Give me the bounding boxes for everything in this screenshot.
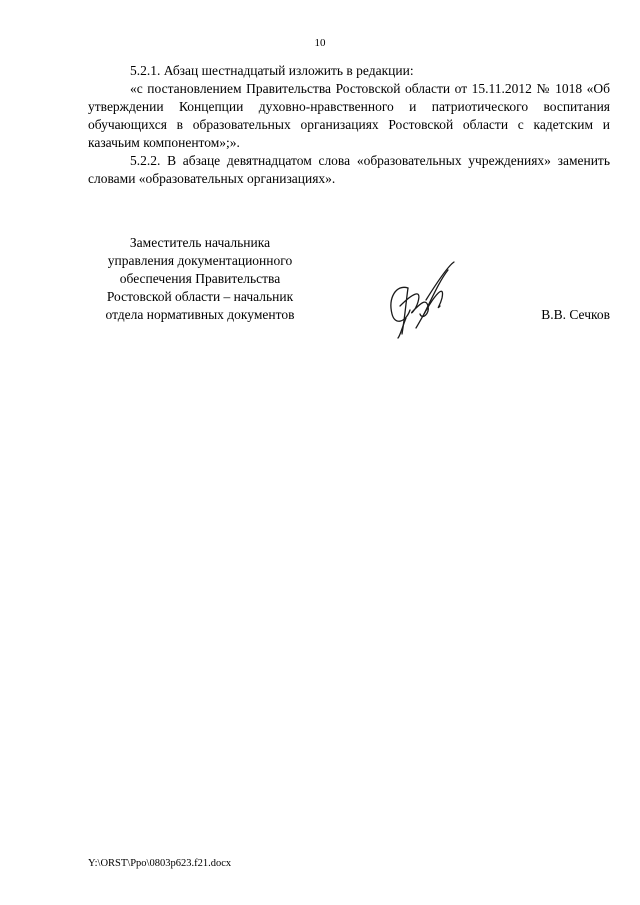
position-line: Заместитель начальника [129, 235, 271, 250]
signatory-position [86, 234, 314, 324]
position-line: отдела нормативных документов [105, 307, 295, 322]
paragraph-quoted-text: «с постановлением Правительства Ростовской области от 15.11.2012 № 1018 «Об утверждении Концепции духовно-нравственного и патриотического воспитания обучающихся в образовательных организациях Ростовской области с кадетским и казачьим компонентом»;». [88, 81, 610, 150]
paragraph-5-2-2: 5.2.2. В абзаце девятнадцатом слова «образовательных учреждениях» заменить словами «образовательных организациях». [88, 153, 610, 186]
handwritten-signature [378, 258, 468, 340]
file-path: Y:\ORST\Ppo\0803p623.f21.docx [88, 858, 232, 869]
signer-name: В.В. Сечков [541, 307, 610, 322]
position-line: Ростовской области – начальник [106, 289, 294, 304]
document-body [88, 62, 610, 188]
position-line: управления документационного [107, 253, 293, 268]
paragraph-5-2-1: 5.2.1. Абзац шестнадцатый изложить в редакции: [130, 63, 414, 78]
page-number: 10 [314, 37, 326, 49]
position-line: обеспечения Правительства [119, 271, 281, 286]
